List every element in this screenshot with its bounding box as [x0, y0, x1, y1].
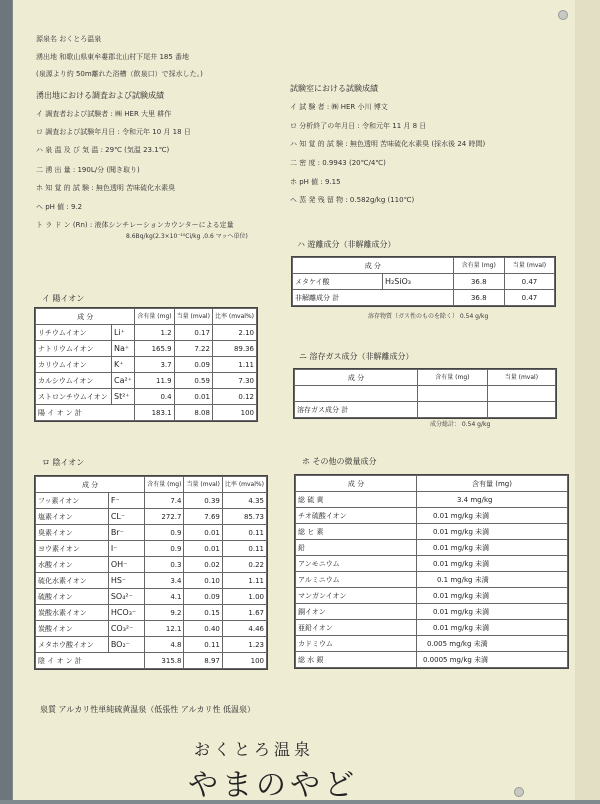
cell-symbol: K⁺	[112, 357, 135, 373]
cell-ratio: 85.73	[222, 509, 266, 525]
cell-mg: 11.9	[135, 373, 174, 389]
source-name: 源泉名 おくとろ温泉	[36, 35, 102, 43]
cell-symbol: HCO₃⁻	[108, 605, 144, 621]
cell-value: 0.01 mg/kg 未満	[417, 604, 568, 620]
cell-value: 0.0005 mg/kg 未満	[417, 652, 568, 668]
table-row	[296, 636, 568, 652]
cell-name: ナトリウムイオン	[36, 341, 112, 357]
cell-symbol: CL⁻	[108, 509, 144, 525]
table-total-row	[295, 402, 556, 418]
wall-left	[0, 0, 12, 800]
table-row	[36, 541, 267, 557]
table-header: 当量 (mval)	[504, 258, 554, 274]
table-header: 当量 (mval)	[174, 309, 212, 325]
trace-title: ホ その他の微量成分	[302, 457, 377, 466]
cell-mval: 0.01	[184, 541, 222, 557]
spring-section-title: 湧出地における調査および試験成績	[36, 91, 164, 100]
cell-ratio: 89.36	[212, 341, 256, 357]
cell-mg: 4.1	[145, 589, 184, 605]
source-location: 湧出地 和歌山県東牟婁郡北山村下尾井 185 番地	[36, 53, 190, 61]
cell-mval: 0.47	[504, 290, 554, 306]
cell-empty	[418, 402, 488, 418]
table-row	[36, 341, 257, 357]
cell-mg: 0.4	[135, 389, 174, 405]
cell-mg: 36.8	[453, 274, 504, 290]
table-total-row	[36, 405, 257, 421]
cell-mval: 0.15	[184, 605, 222, 621]
cell-mg: 315.8	[145, 653, 184, 669]
table-header: 成 分	[36, 309, 135, 325]
cell-symbol: Ca²⁺	[112, 373, 135, 389]
cell-symbol: SO₄²⁻	[108, 589, 144, 605]
cell-ratio: 1.23	[222, 637, 266, 653]
spring-row: ロ 調査および試験年月日 : 令和元年 10 月 18 日	[36, 128, 191, 136]
spring-quality: 泉質 アルカリ性単純硫黄温泉（低張性 アルカリ性 低温泉）	[40, 705, 255, 714]
table-header: 成 分	[36, 477, 145, 493]
cell-mg: 4.8	[145, 637, 184, 653]
board-edge	[575, 0, 600, 800]
table-row	[36, 621, 267, 637]
cell-name: 総 水 銀	[296, 652, 417, 668]
cell-name: 水酸イオン	[36, 557, 109, 573]
cell-name: メタケイ酸	[293, 274, 383, 290]
cell-mg: 183.1	[135, 405, 174, 421]
cell-symbol: OH⁻	[108, 557, 144, 573]
table-header: 含有量 (mg)	[145, 477, 184, 493]
cell-mg: 3.7	[135, 357, 174, 373]
lab-row: イ 試 験 者 : ㈱ HER 小川 博文	[290, 103, 388, 111]
undissociated-table	[291, 256, 556, 307]
lab-row: ロ 分析終了の年月日 : 令和元年 11 月 8 日	[290, 122, 427, 130]
cell-mg: 3.4	[145, 573, 184, 589]
cell-name: 非解離成分 計	[293, 290, 454, 306]
cell-mg: 9.2	[145, 605, 184, 621]
table-row	[296, 572, 568, 588]
cell-mval: 0.17	[174, 325, 212, 341]
cell-mval: 0.40	[184, 621, 222, 637]
cell-ratio: 0.11	[222, 541, 266, 557]
cell-name: カルシウムイオン	[36, 373, 112, 389]
cell-name: 鉛	[296, 540, 417, 556]
cell-name: 炭酸イオン	[36, 621, 109, 637]
footer-logo: やまのやど	[188, 768, 358, 803]
cell-ratio: 0.11	[222, 525, 266, 541]
table-row	[36, 589, 267, 605]
pin-icon-top	[558, 10, 568, 20]
cell-name: 亜鉛イオン	[296, 620, 417, 636]
cell-symbol: St²⁺	[112, 389, 135, 405]
table-row	[296, 556, 568, 572]
cell-value: 0.1 mg/kg 未満	[417, 572, 568, 588]
cell-name: リチウムイオン	[36, 325, 112, 341]
source-note: (泉源より約 50m離れた浴槽（飲泉口）で採水した。)	[36, 70, 203, 78]
cell-symbol: I⁻	[108, 541, 144, 557]
cell-name: 臭素イオン	[36, 525, 109, 541]
table-row	[296, 540, 568, 556]
spring-row: ヘ pH 値 : 9.2	[36, 203, 83, 211]
cell-ratio: 1.11	[212, 357, 256, 373]
table-header: 含有量 (mg)	[418, 370, 488, 386]
cell-ratio: 100	[222, 653, 266, 669]
table-row	[36, 357, 257, 373]
cell-mg: 0.9	[145, 541, 184, 557]
cell-mg: 0.3	[145, 557, 184, 573]
cell-symbol: H₂SiO₃	[382, 274, 453, 290]
cell-mval: 0.11	[184, 637, 222, 653]
table-row	[36, 373, 257, 389]
cell-name: 炭酸水素イオン	[36, 605, 109, 621]
cell-name: 陽 イ オ ン 計	[36, 405, 135, 421]
spring-row: 二 湧 出 量 : 190L/分 (聞き取り)	[36, 166, 140, 174]
anions-title: ロ 陰イオン	[42, 458, 85, 467]
cell-value: 0.01 mg/kg 未満	[417, 556, 568, 572]
cell-name: マンガンイオン	[296, 588, 417, 604]
table-header: 当量 (mval)	[184, 477, 222, 493]
table-row	[296, 604, 568, 620]
table-header: 当量 (mval)	[487, 370, 555, 386]
gases-table	[293, 368, 557, 419]
cell-empty	[487, 402, 555, 418]
cell-ratio: 0.12	[212, 389, 256, 405]
cell-ratio: 1.00	[222, 589, 266, 605]
cell-value: 0.01 mg/kg 未満	[417, 540, 568, 556]
lab-row: 二 密 度 : 0.9943 (20℃/4℃)	[290, 159, 386, 167]
cell-symbol: HS⁻	[108, 573, 144, 589]
cell-name: 硫酸イオン	[36, 589, 109, 605]
cell-value: 3.4 mg/kg	[417, 492, 568, 508]
cell-mg: 1.2	[135, 325, 174, 341]
table-row	[36, 605, 267, 621]
trace-table	[294, 474, 569, 669]
cell-mval: 7.69	[184, 509, 222, 525]
cell-symbol: F⁻	[108, 493, 144, 509]
undissociated-note: 溶存物質（ガス性のものを除く） 0.54 g/kg	[368, 313, 489, 320]
cell-mval: 0.01	[184, 525, 222, 541]
cell-mval: 0.09	[184, 589, 222, 605]
cell-mval: 0.39	[184, 493, 222, 509]
cell-mg: 12.1	[145, 621, 184, 637]
table-row	[36, 573, 267, 589]
table-header: 成 分	[293, 258, 454, 274]
cations-title: イ 陽イオン	[42, 294, 85, 303]
cell-name: 銅イオン	[296, 604, 417, 620]
cations-table	[34, 307, 258, 422]
cell-mg: 165.9	[135, 341, 174, 357]
table-header: 成 分	[295, 370, 418, 386]
cell-ratio: 4.46	[222, 621, 266, 637]
cell-mg: 7.4	[145, 493, 184, 509]
cell-name: メタホウ酸イオン	[36, 637, 109, 653]
spring-row: 8.6Bq/kg(2.3×10⁻¹⁰Ci/kg ,0.6 マッヘ単位)	[126, 233, 248, 240]
cell-empty	[418, 386, 488, 402]
cell-mval: 0.10	[184, 573, 222, 589]
table-row	[296, 620, 568, 636]
cell-name: 陰 イ オ ン 計	[36, 653, 145, 669]
cell-ratio: 2.10	[212, 325, 256, 341]
table-header: 比率 (mval%)	[212, 309, 256, 325]
table-header: 含有量 (mg)	[135, 309, 174, 325]
cell-symbol: CO₃²⁻	[108, 621, 144, 637]
cell-name: 塩素イオン	[36, 509, 109, 525]
footer-spring-name: おくとろ温泉	[194, 740, 315, 759]
table-row	[36, 493, 267, 509]
cell-empty	[487, 386, 555, 402]
table-row	[295, 386, 556, 402]
cell-value: 0.005 mg/kg 未満	[417, 636, 568, 652]
table-row	[36, 557, 267, 573]
cell-name: 溶存ガス成分 計	[295, 402, 418, 418]
table-row	[296, 508, 568, 524]
spring-row: ト ラ ド ン (Rn) : 液体シンチレーションカウンターによる定量	[36, 221, 234, 229]
cell-name: フッ素イオン	[36, 493, 109, 509]
cell-mval: 0.02	[184, 557, 222, 573]
lab-row: ホ pH 値 : 9.15	[290, 178, 341, 186]
table-row	[36, 637, 267, 653]
table-header: 含有量 (mg)	[453, 258, 504, 274]
cell-name: ヨウ素イオン	[36, 541, 109, 557]
cell-name: アルミニウム	[296, 572, 417, 588]
cell-symbol: Br⁻	[108, 525, 144, 541]
cell-name: アンモニウム	[296, 556, 417, 572]
pin-icon-bottom	[514, 787, 524, 797]
table-header: 比率 (mval%)	[222, 477, 266, 493]
cell-mg: 36.8	[453, 290, 504, 306]
table-total-row	[36, 653, 267, 669]
spring-row: イ 調査者および試験者 : ㈱ HER 大里 耕作	[36, 110, 172, 118]
cell-ratio: 1.11	[222, 573, 266, 589]
undissociated-title: ハ 遊離成分（非解離成分）	[297, 240, 396, 249]
table-row	[296, 588, 568, 604]
cell-value: 0.01 mg/kg 未満	[417, 508, 568, 524]
table-row	[296, 492, 568, 508]
spring-row: ハ 泉 温 及 び 気 温 : 29℃ (気温 23.1℃)	[36, 146, 170, 154]
cell-ratio: 7.30	[212, 373, 256, 389]
cell-mval: 0.01	[174, 389, 212, 405]
table-row	[36, 389, 257, 405]
cell-name: カドミウム	[296, 636, 417, 652]
table-row	[293, 274, 555, 290]
cell-symbol: Na⁺	[112, 341, 135, 357]
cell-mval: 0.59	[174, 373, 212, 389]
anions-table	[34, 475, 268, 670]
cell-name: 総 ヒ 素	[296, 524, 417, 540]
cell-symbol: Li⁺	[112, 325, 135, 341]
cell-ratio: 0.22	[222, 557, 266, 573]
lab-row: ヘ 蒸 発 残 留 物 : 0.582g/kg (110℃)	[290, 196, 415, 204]
cell-mval: 7.22	[174, 341, 212, 357]
lab-section-title: 試験室における試験成績	[290, 84, 378, 93]
table-row	[36, 509, 267, 525]
cell-ratio: 100	[212, 405, 256, 421]
cell-mg: 0.9	[145, 525, 184, 541]
lab-row: ハ 知 覚 的 試 験 : 無色透明 苦味硫化水素臭 (採水後 24 時間)	[290, 140, 486, 148]
table-row	[36, 525, 267, 541]
table-row	[296, 524, 568, 540]
table-header: 成 分	[296, 476, 417, 492]
table-header: 含有量 (mg)	[417, 476, 568, 492]
cell-mval: 0.47	[504, 274, 554, 290]
cell-symbol: BO₂⁻	[108, 637, 144, 653]
table-row	[296, 652, 568, 668]
cell-empty	[295, 386, 418, 402]
cell-name: ストロンチウムイオン	[36, 389, 112, 405]
table-row	[36, 325, 257, 341]
gases-title: ニ 溶存ガス成分（非解離成分）	[299, 352, 414, 361]
cell-mval: 8.97	[184, 653, 222, 669]
cell-ratio: 1.67	[222, 605, 266, 621]
cell-name: チオ硫酸イオン	[296, 508, 417, 524]
cell-name: カリウムイオン	[36, 357, 112, 373]
gases-note: 成分総計： 0.54 g/kg	[430, 421, 491, 428]
spring-row: ホ 知 覚 的 試 験 : 無色透明 苦味硫化水素臭	[36, 184, 176, 192]
table-total-row	[293, 290, 555, 306]
cell-value: 0.01 mg/kg 未満	[417, 620, 568, 636]
cell-mval: 8.08	[174, 405, 212, 421]
cell-value: 0.01 mg/kg 未満	[417, 588, 568, 604]
cell-ratio: 4.35	[222, 493, 266, 509]
cell-name: 総 硫 黄	[296, 492, 417, 508]
cell-mg: 272.7	[145, 509, 184, 525]
cell-name: 硫化水素イオン	[36, 573, 109, 589]
cell-mval: 0.09	[174, 357, 212, 373]
cell-value: 0.01 mg/kg 未満	[417, 524, 568, 540]
